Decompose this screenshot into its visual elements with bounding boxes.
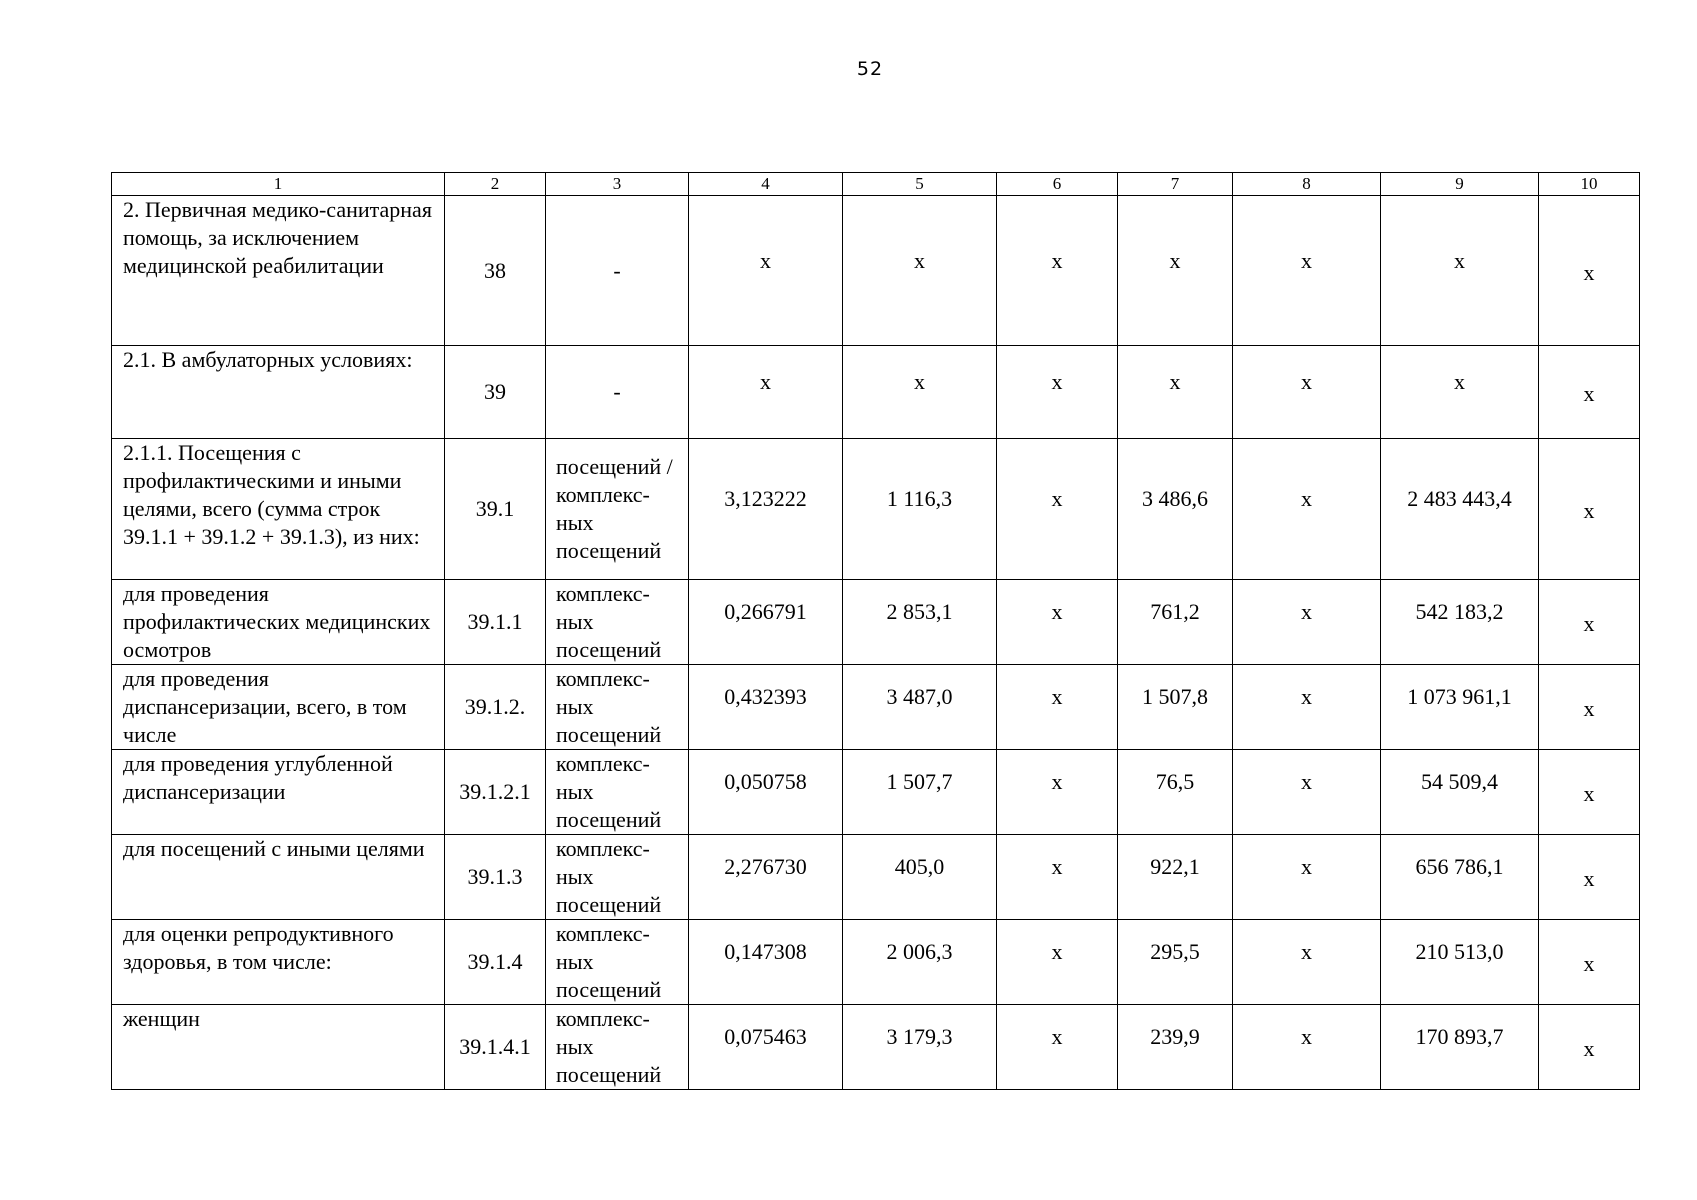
row-unit-cell: посещений /комплекс-ных посещений [546,439,689,580]
row-line-number: 39.1.4.1 [445,1005,546,1090]
row-line-number: 39 [445,346,546,439]
value-cell: х [1233,665,1381,750]
value-cell: х [1539,920,1640,1005]
value-cell: 3,123222 [689,439,843,580]
value-cell: 1 507,7 [843,750,997,835]
value-cell: х [1539,750,1640,835]
value-cell: х [689,196,843,346]
value-cell: х [1233,439,1381,580]
value-cell: х [1233,196,1381,346]
table-row [112,750,1640,835]
value-cell: х [1539,346,1640,439]
row-name-cell: 2.1.1. Посещения с профилактическими и иными целями, всего (сумма строк 39.1.1 + 39.1.2 + 39.1.3), из них: [112,439,445,580]
value-cell: 210 513,0 [1381,920,1539,1005]
value-cell: х [843,196,997,346]
column-header: 1 [112,173,445,196]
value-cell: 3 179,3 [843,1005,997,1090]
row-line-number: 39.1.2.1 [445,750,546,835]
value-cell: 2 006,3 [843,920,997,1005]
column-header-row [112,173,1640,196]
value-cell: 3 486,6 [1118,439,1233,580]
value-cell: х [1233,750,1381,835]
row-name-cell: для проведения диспансеризации, всего, в том числе [112,665,445,750]
value-cell: 922,1 [1118,835,1233,920]
data-table [111,172,1640,1090]
table-row [112,835,1640,920]
column-header: 9 [1381,173,1539,196]
value-cell: х [997,750,1118,835]
value-cell: 761,2 [1118,580,1233,665]
value-cell: х [1233,835,1381,920]
value-cell: х [689,346,843,439]
column-header: 6 [997,173,1118,196]
column-header: 10 [1539,173,1640,196]
value-cell: х [1539,835,1640,920]
value-cell: 1 507,8 [1118,665,1233,750]
value-cell: х [997,580,1118,665]
value-cell: 0,147308 [689,920,843,1005]
value-cell: 2 853,1 [843,580,997,665]
row-unit-cell: комплекс-ных посещений [546,665,689,750]
value-cell: 170 893,7 [1381,1005,1539,1090]
value-cell: 0,075463 [689,1005,843,1090]
value-cell: х [1539,439,1640,580]
value-cell: 0,432393 [689,665,843,750]
value-cell: 542 183,2 [1381,580,1539,665]
column-header: 4 [689,173,843,196]
value-cell: х [997,439,1118,580]
row-name-cell: для оценки репродуктивного здоровья, в том числе: [112,920,445,1005]
column-header: 2 [445,173,546,196]
row-line-number: 39.1 [445,439,546,580]
page-number: 52 [856,58,884,80]
value-cell: 2,276730 [689,835,843,920]
value-cell: х [997,835,1118,920]
value-cell: 54 509,4 [1381,750,1539,835]
value-cell: 295,5 [1118,920,1233,1005]
value-cell: х [1118,346,1233,439]
value-cell: х [1539,665,1640,750]
value-cell: 0,050758 [689,750,843,835]
value-cell: х [1233,580,1381,665]
value-cell: х [1233,1005,1381,1090]
row-unit-cell: комплекс-ных посещений [546,835,689,920]
value-cell: х [1118,196,1233,346]
value-cell: 239,9 [1118,1005,1233,1090]
table-row [112,439,1640,580]
column-header: 7 [1118,173,1233,196]
row-name-cell: женщин [112,1005,445,1090]
row-name-cell: для посещений с иными целями [112,835,445,920]
value-cell: х [997,196,1118,346]
table-row [112,1005,1640,1090]
value-cell: 405,0 [843,835,997,920]
value-cell: х [1539,580,1640,665]
value-cell: х [1233,920,1381,1005]
value-cell: х [1539,196,1640,346]
row-line-number: 39.1.2. [445,665,546,750]
column-header: 3 [546,173,689,196]
value-cell: 0,266791 [689,580,843,665]
value-cell: х [997,1005,1118,1090]
row-line-number: 39.1.4 [445,920,546,1005]
row-unit-cell: комплекс-ных посещений [546,750,689,835]
row-unit-cell: комплекс-ных посещений [546,580,689,665]
table-row [112,580,1640,665]
value-cell: х [1381,196,1539,346]
value-cell: 76,5 [1118,750,1233,835]
value-cell: х [1381,346,1539,439]
value-cell: х [997,665,1118,750]
row-line-number: 38 [445,196,546,346]
value-cell: х [997,346,1118,439]
row-line-number: 39.1.3 [445,835,546,920]
row-unit-cell: - [546,346,689,439]
value-cell: х [997,920,1118,1005]
value-cell: 3 487,0 [843,665,997,750]
row-name-cell: 2.1. В амбулаторных условиях: [112,346,445,439]
row-name-cell: для проведения углубленной диспансеризации [112,750,445,835]
value-cell: х [843,346,997,439]
value-cell: 1 116,3 [843,439,997,580]
table-row [112,196,1640,346]
value-cell: 1 073 961,1 [1381,665,1539,750]
value-cell: х [1233,346,1381,439]
row-unit-cell: комплекс-ных посещений [546,1005,689,1090]
value-cell: 2 483 443,4 [1381,439,1539,580]
row-line-number: 39.1.1 [445,580,546,665]
column-header: 8 [1233,173,1381,196]
column-header: 5 [843,173,997,196]
row-name-cell: 2. Первичная медико-санитарная помощь, за исключением медицинской реабилитации [112,196,445,346]
row-unit-cell: комплекс-ных посещений [546,920,689,1005]
value-cell: 656 786,1 [1381,835,1539,920]
row-unit-cell: - [546,196,689,346]
row-name-cell: для проведения профилактических медицинских осмотров [112,580,445,665]
value-cell: х [1539,1005,1640,1090]
table-row [112,346,1640,439]
table-row [112,920,1640,1005]
table-row [112,665,1640,750]
